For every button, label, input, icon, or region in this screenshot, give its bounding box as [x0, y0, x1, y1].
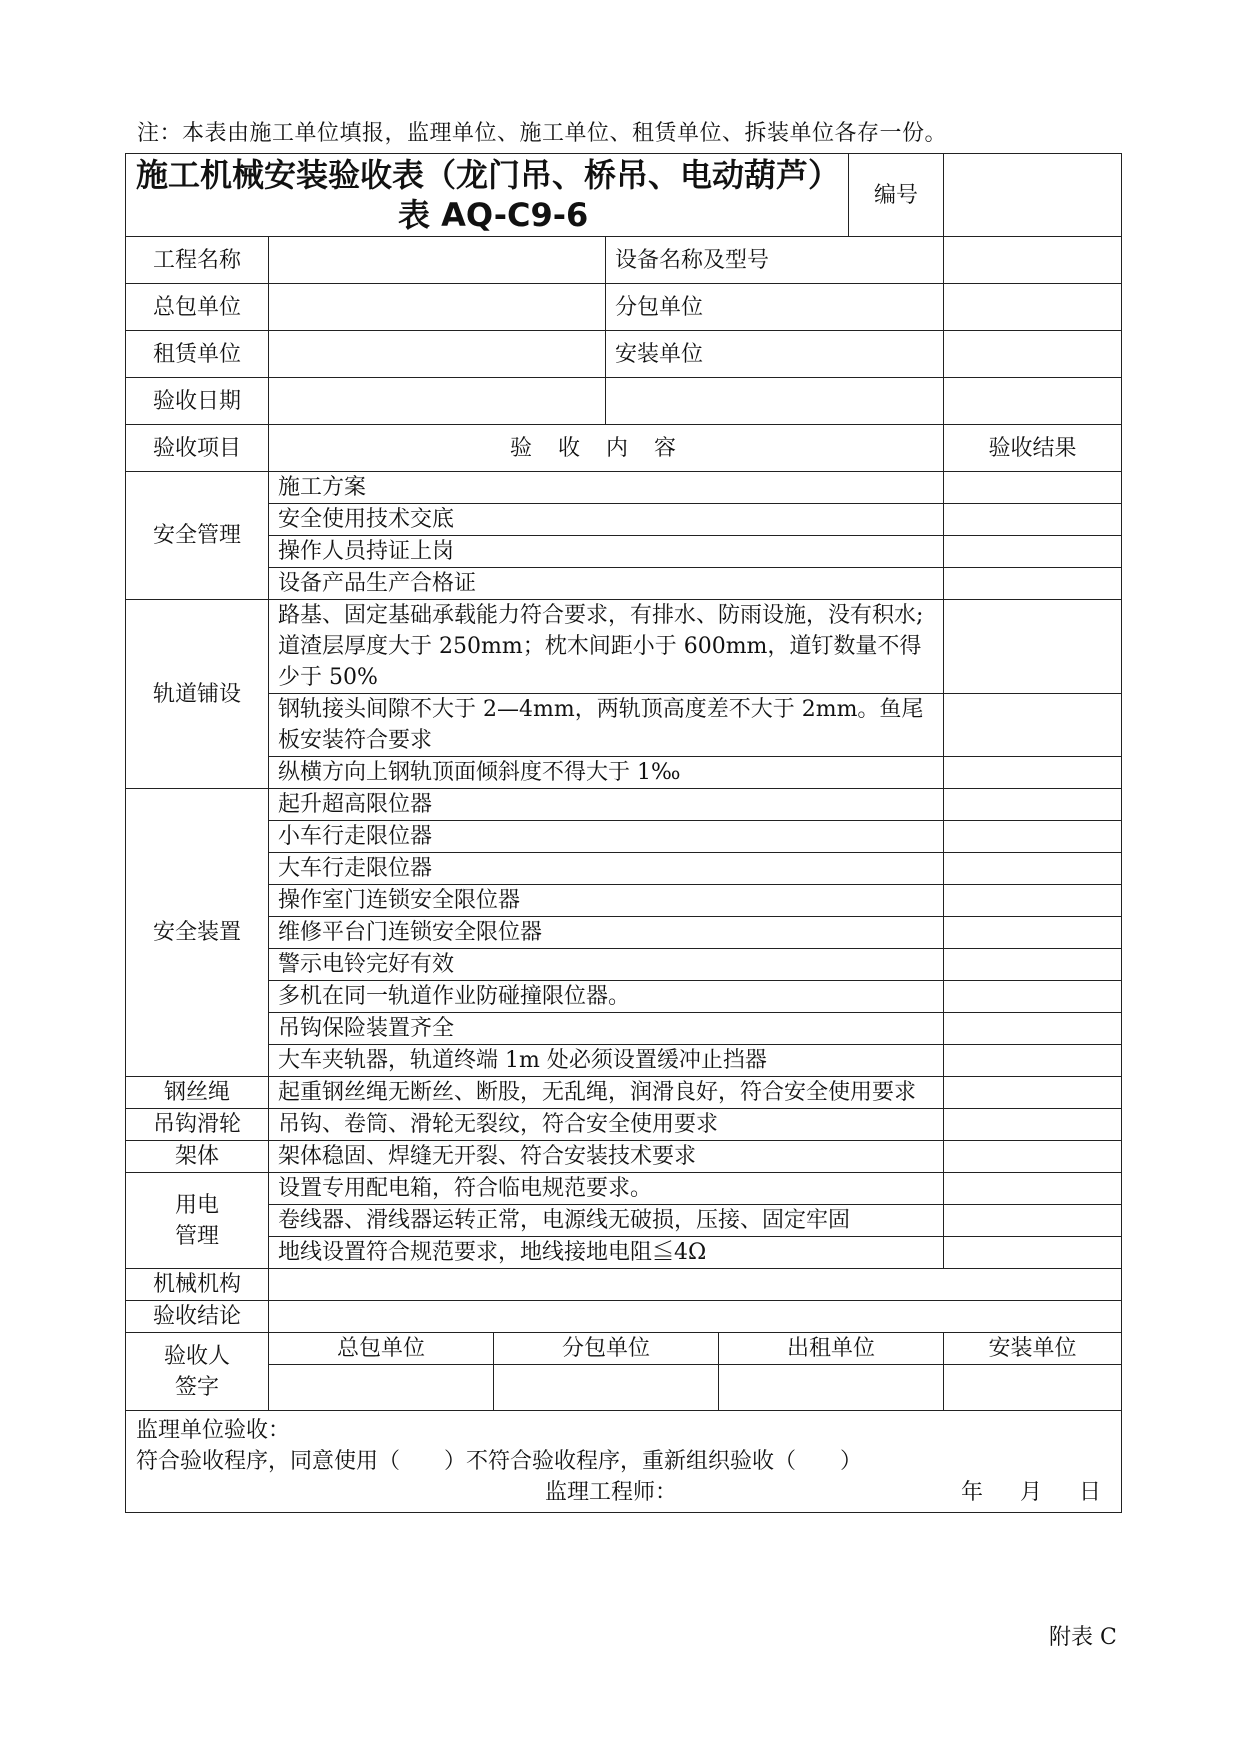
table-row [126, 821, 1122, 853]
subcontractor-label: 分包单位 [606, 284, 944, 331]
check-item: 操作室门连锁安全限位器 [269, 885, 944, 917]
result-field[interactable] [944, 472, 1122, 504]
result-field[interactable] [944, 694, 1122, 757]
header-item: 验收项目 [126, 425, 269, 472]
signature-header-row [126, 1333, 1122, 1365]
table-row [126, 472, 1122, 504]
table-row [126, 1205, 1122, 1237]
check-item: 大车夹轨器，轨道终端 1m 处必须设置缓冲止挡器 [269, 1045, 944, 1077]
table-row [126, 981, 1122, 1013]
section-electric-label [126, 1173, 269, 1269]
result-field[interactable] [944, 789, 1122, 821]
conclusion-field[interactable] [269, 1301, 1122, 1333]
table-row [126, 1269, 1122, 1301]
signature-label [126, 1333, 269, 1411]
supervision-row [126, 1411, 1122, 1513]
result-field[interactable] [944, 1077, 1122, 1109]
check-item: 吊钩、卷筒、滑轮无裂纹，符合安全使用要求 [269, 1109, 944, 1141]
section-conclusion-label: 验收结论 [126, 1301, 269, 1333]
table-row [126, 789, 1122, 821]
check-item: 卷线器、滑线器运转正常，电源线无破损，压接、固定牢固 [269, 1205, 944, 1237]
result-field[interactable] [944, 1173, 1122, 1205]
header-result: 验收结果 [944, 425, 1122, 472]
date-field[interactable] [269, 378, 606, 425]
inspection-form-table [125, 153, 1122, 1513]
table-row [126, 504, 1122, 536]
leasing-label: 租赁单位 [126, 331, 269, 378]
equipment-field[interactable] [944, 237, 1122, 284]
check-item: 操作人员持证上岗 [269, 536, 944, 568]
date-label: 验收日期 [126, 378, 269, 425]
supervision-cell [126, 1411, 1122, 1513]
section-frame-label: 架体 [126, 1141, 269, 1173]
table-row [126, 1173, 1122, 1205]
supervision-engineer-label: 监理工程师： [545, 1480, 678, 1505]
date-extra-field[interactable] [606, 378, 944, 425]
number-label: 编号 [849, 154, 944, 237]
result-field[interactable] [944, 504, 1122, 536]
result-field[interactable] [944, 1045, 1122, 1077]
check-item: 维修平台门连锁安全限位器 [269, 917, 944, 949]
table-row [126, 1141, 1122, 1173]
result-field[interactable] [944, 885, 1122, 917]
table-row [126, 568, 1122, 600]
check-item: 多机在同一轨道作业防碰撞限位器。 [269, 981, 944, 1013]
result-field[interactable] [944, 981, 1122, 1013]
result-field[interactable] [944, 821, 1122, 853]
project-row [126, 237, 1122, 284]
section-safety-devices-label: 安全装置 [126, 789, 269, 1077]
signature-blank-row [126, 1365, 1122, 1411]
table-row [126, 1237, 1122, 1269]
title-row [126, 154, 1122, 237]
result-field[interactable] [944, 949, 1122, 981]
check-item: 纵横方向上钢轨顶面倾斜度不得大于 1‰ [269, 757, 944, 789]
form-note: 注：本表由施工单位填报，监理单位、施工单位、租赁单位、拆装单位各存一份。 [137, 121, 948, 146]
table-row [126, 600, 1122, 694]
result-field[interactable] [944, 757, 1122, 789]
check-item: 警示电铃完好有效 [269, 949, 944, 981]
sign-installer-field[interactable] [944, 1365, 1122, 1411]
leasing-field[interactable] [269, 331, 606, 378]
supervision-title: 监理单位验收： [136, 1418, 291, 1443]
table-row [126, 885, 1122, 917]
sign-general-contractor-field[interactable] [269, 1365, 494, 1411]
check-item: 设备产品生产合格证 [269, 568, 944, 600]
table-row [126, 1013, 1122, 1045]
result-field[interactable] [944, 600, 1122, 694]
check-item: 吊钩保险装置齐全 [269, 1013, 944, 1045]
header-content: 验收内容 [269, 425, 944, 472]
signature-label-line2: 签字 [174, 1374, 219, 1400]
form-title-line1: 施工机械安装验收表（龙门吊、桥吊、电动葫芦） [136, 156, 841, 194]
table-row [126, 757, 1122, 789]
general-contractor-label: 总包单位 [126, 284, 269, 331]
result-field[interactable] [944, 1013, 1122, 1045]
section-mechanism-label: 机械机构 [126, 1269, 269, 1301]
table-row [126, 949, 1122, 981]
check-item: 地线设置符合规范要求，地线接地电阻≦4Ω [269, 1237, 944, 1269]
section-electric-label-line1: 用电 [174, 1192, 219, 1218]
table-row [126, 917, 1122, 949]
result-field[interactable] [944, 1109, 1122, 1141]
supervision-sign-line [136, 1477, 1111, 1508]
section-wire-rope-label: 钢丝绳 [126, 1077, 269, 1109]
table-row [126, 853, 1122, 885]
number-field[interactable] [944, 154, 1122, 237]
leasing-row [126, 331, 1122, 378]
supervision-date: 年 月 日 [961, 1480, 1101, 1505]
installer-field[interactable] [944, 331, 1122, 378]
table-row [126, 1077, 1122, 1109]
sign-lessor-label: 出租单位 [719, 1333, 944, 1365]
result-field[interactable] [944, 536, 1122, 568]
signature-label-line1: 验收人 [163, 1343, 230, 1369]
contractor-row [126, 284, 1122, 331]
project-name-label: 工程名称 [126, 237, 269, 284]
result-field[interactable] [944, 917, 1122, 949]
sign-installer-label: 安装单位 [944, 1333, 1122, 1365]
check-item: 安全使用技术交底 [269, 504, 944, 536]
check-item: 施工方案 [269, 472, 944, 504]
result-field[interactable] [944, 853, 1122, 885]
sign-subcontractor-label: 分包单位 [494, 1333, 719, 1365]
installer-label: 安装单位 [606, 331, 944, 378]
mechanism-field[interactable] [269, 1269, 1122, 1301]
table-header-row [126, 425, 1122, 472]
check-item: 起升超高限位器 [269, 789, 944, 821]
table-row [126, 1109, 1122, 1141]
subcontractor-field[interactable] [944, 284, 1122, 331]
supervision-statement: 符合验收程序，同意使用（ ）不符合验收程序，重新组织验收（ ） [136, 1449, 863, 1474]
section-track-label: 轨道铺设 [126, 600, 269, 789]
appendix-label: 附表 C [1049, 1625, 1117, 1650]
date-extra-field-2[interactable] [944, 378, 1122, 425]
equipment-label: 设备名称及型号 [606, 237, 944, 284]
general-contractor-field[interactable] [269, 284, 606, 331]
result-field[interactable] [944, 1141, 1122, 1173]
project-name-field[interactable] [269, 237, 606, 284]
section-hook-pulley-label: 吊钩滑轮 [126, 1109, 269, 1141]
sign-subcontractor-field[interactable] [494, 1365, 719, 1411]
form-title-line2: 表 AQ-C9-6 [398, 196, 589, 234]
check-item: 起重钢丝绳无断丝、断股，无乱绳，润滑良好，符合安全使用要求 [269, 1077, 944, 1109]
table-row [126, 1301, 1122, 1333]
table-row [126, 1045, 1122, 1077]
sign-lessor-field[interactable] [719, 1365, 944, 1411]
form-title [126, 154, 849, 237]
sign-general-contractor-label: 总包单位 [269, 1333, 494, 1365]
table-row [126, 536, 1122, 568]
check-item: 小车行走限位器 [269, 821, 944, 853]
result-field[interactable] [944, 1205, 1122, 1237]
result-field[interactable] [944, 1237, 1122, 1269]
section-safety-mgmt-label: 安全管理 [126, 472, 269, 600]
check-item: 钢轨接头间隙不大于 2—4mm，两轨顶高度差不大于 2mm。鱼尾板安装符合要求 [269, 694, 944, 757]
date-row [126, 378, 1122, 425]
result-field[interactable] [944, 568, 1122, 600]
section-electric-label-line2: 管理 [174, 1223, 219, 1249]
check-item: 大车行走限位器 [269, 853, 944, 885]
check-item: 架体稳固、焊缝无开裂、符合安装技术要求 [269, 1141, 944, 1173]
table-row [126, 694, 1122, 757]
check-item: 路基、固定基础承载能力符合要求，有排水、防雨设施，没有积水;道渣层厚度大于 250mm；枕木间距小于 600mm，道钉数量不得少于 50% [269, 600, 944, 694]
check-item: 设置专用配电箱，符合临电规范要求。 [269, 1173, 944, 1205]
